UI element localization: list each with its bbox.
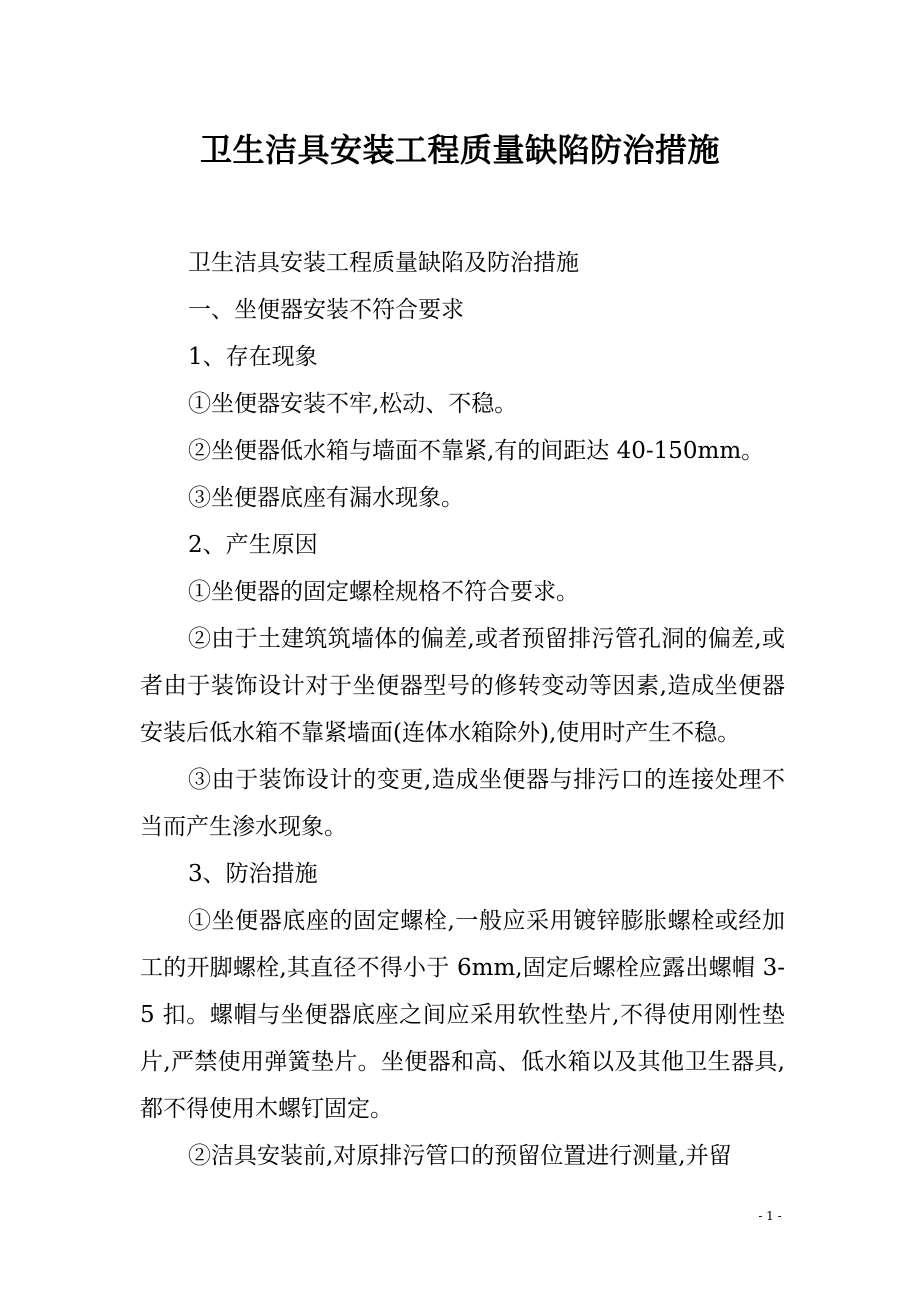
list-item: ①坐便器底座的固定螺栓,一般应采用镀锌膨胀螺栓或经加工的开脚螺栓,其直径不得小于 6mm,固定后螺栓应露出螺帽 3-5 扣。螺帽与坐便器底座之间应采用软性垫片,不得使用刚性垫片,严禁使用弹簧垫片。坐便器和高、低水箱以及其他卫生器具,都不得使用木螺钉固定。 bbox=[140, 908, 785, 1122]
list-item: ①坐便器安装不牢,松动、不稳。 bbox=[188, 391, 518, 417]
list-item: ②洁具安装前,对原排污管口的预留位置进行测量,并留 bbox=[188, 1143, 732, 1169]
page-number: - 1 - bbox=[758, 1209, 782, 1223]
list-item: ②由于土建筑筑墙体的偏差,或者预留排污管孔洞的偏差,或者由于装饰设计对于坐便器型号的修转变动等因素,造成坐便器安装后低水箱不靠紧墙面(连体水箱除外),使用时产生不稳。 bbox=[140, 626, 785, 746]
subsection-heading: 1、存在现象 bbox=[188, 344, 318, 370]
list-item: ③由于装饰设计的变更,造成坐便器与排污口的连接处理不当而产生渗水现象。 bbox=[140, 767, 785, 840]
paragraph-subtitle: 卫生洁具安装工程质量缺陷及防治措施 bbox=[188, 250, 579, 276]
document-body bbox=[140, 240, 785, 1180]
document-title: 卫生洁具安装工程质量缺陷防治措施 bbox=[199, 131, 720, 169]
list-item: ③坐便器底座有漏水现象。 bbox=[188, 485, 464, 511]
list-item: ②坐便器低水箱与墙面不靠紧,有的间距达 40-150mm。 bbox=[188, 438, 765, 464]
subsection-heading: 3、防治措施 bbox=[188, 861, 318, 887]
subsection-heading: 2、产生原因 bbox=[188, 532, 318, 558]
section-heading: 一、坐便器安装不符合要求 bbox=[188, 297, 464, 323]
list-item: ①坐便器的固定螺栓规格不符合要求。 bbox=[188, 579, 579, 605]
